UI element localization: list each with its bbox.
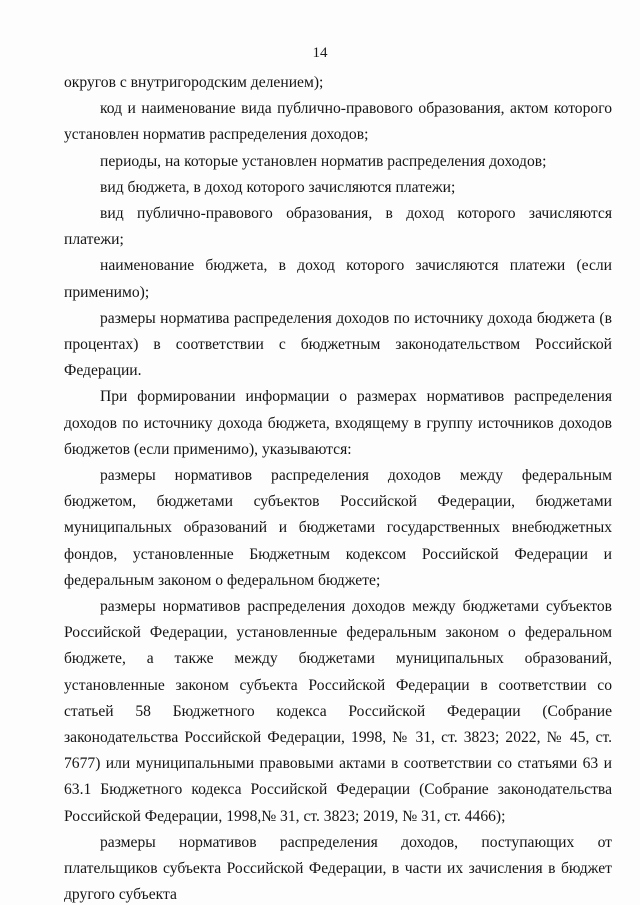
paragraph-item: код и наименование вида публично-правового образования, актом которого установлен норматив распределения доходов; [64,100,612,144]
paragraph-item: периоды, на которые установлен норматив распределения доходов; [100,152,547,170]
paragraph-continuation: округов с внутригородским делением); [64,74,324,91]
paragraph-item: размеры нормативов распределения доходов между бюджетами субъектов Российской Федерации, установленные федеральным законом о федеральном бюджете, а также между бюджетами муниципальных образований, установленные законом субъекта Российской Федерации в соответствии со статьей 58 Бюджетного кодекса Российской Федерации (Собрание законодательства Российской Федерации, 1998, № 31, ст. 3823; 2022, № 45, ст. 7677) или муниципальными правовыми актами в соответствии со статьями 63 и 63.1 Бюджетного кодекса Российской Федерации (Собрание законодательства Российской Федерации, 1998,№ 31, ст. 3823; 2019, № 31, ст. 4466); [64,598,612,825]
document-body [64,70,612,909]
paragraph-item: вид бюджета, в доход которого зачисляются платежи; [100,178,456,196]
paragraph-item: размеры нормативов распределения доходов между федеральным бюджетом, бюджетами субъектов Российской Федерации, бюджетами муниципальных образований и бюджетами государственных внебюджетных фондов, установленные Бюджетным кодексом Российской Федерации и федеральным законом о федеральном бюджете; [64,467,612,589]
paragraph-item: вид публично-правового образования, в доход которого зачисляются платежи; [64,205,612,249]
paragraph-intro: При формировании информации о размерах нормативов распределения доходов по источнику дохода бюджета, входящему в группу источников доходов бюджетов (если применимо), указываются: [64,388,612,458]
paragraph-item: размеры нормативов распределения доходов, поступающих от плательщиков субъекта Российской Федерации, в части их зачисления в бюджет другого субъекта [64,833,612,904]
paragraph-item: наименование бюджета, в доход которого зачисляются платежи (если применимо); [64,257,612,301]
page-number: 14 [312,45,328,61]
paragraph-item: размеры норматива распределения доходов по источнику дохода бюджета (в процентах) в соответствии с бюджетным законодательством Российской Федерации. [64,309,612,380]
